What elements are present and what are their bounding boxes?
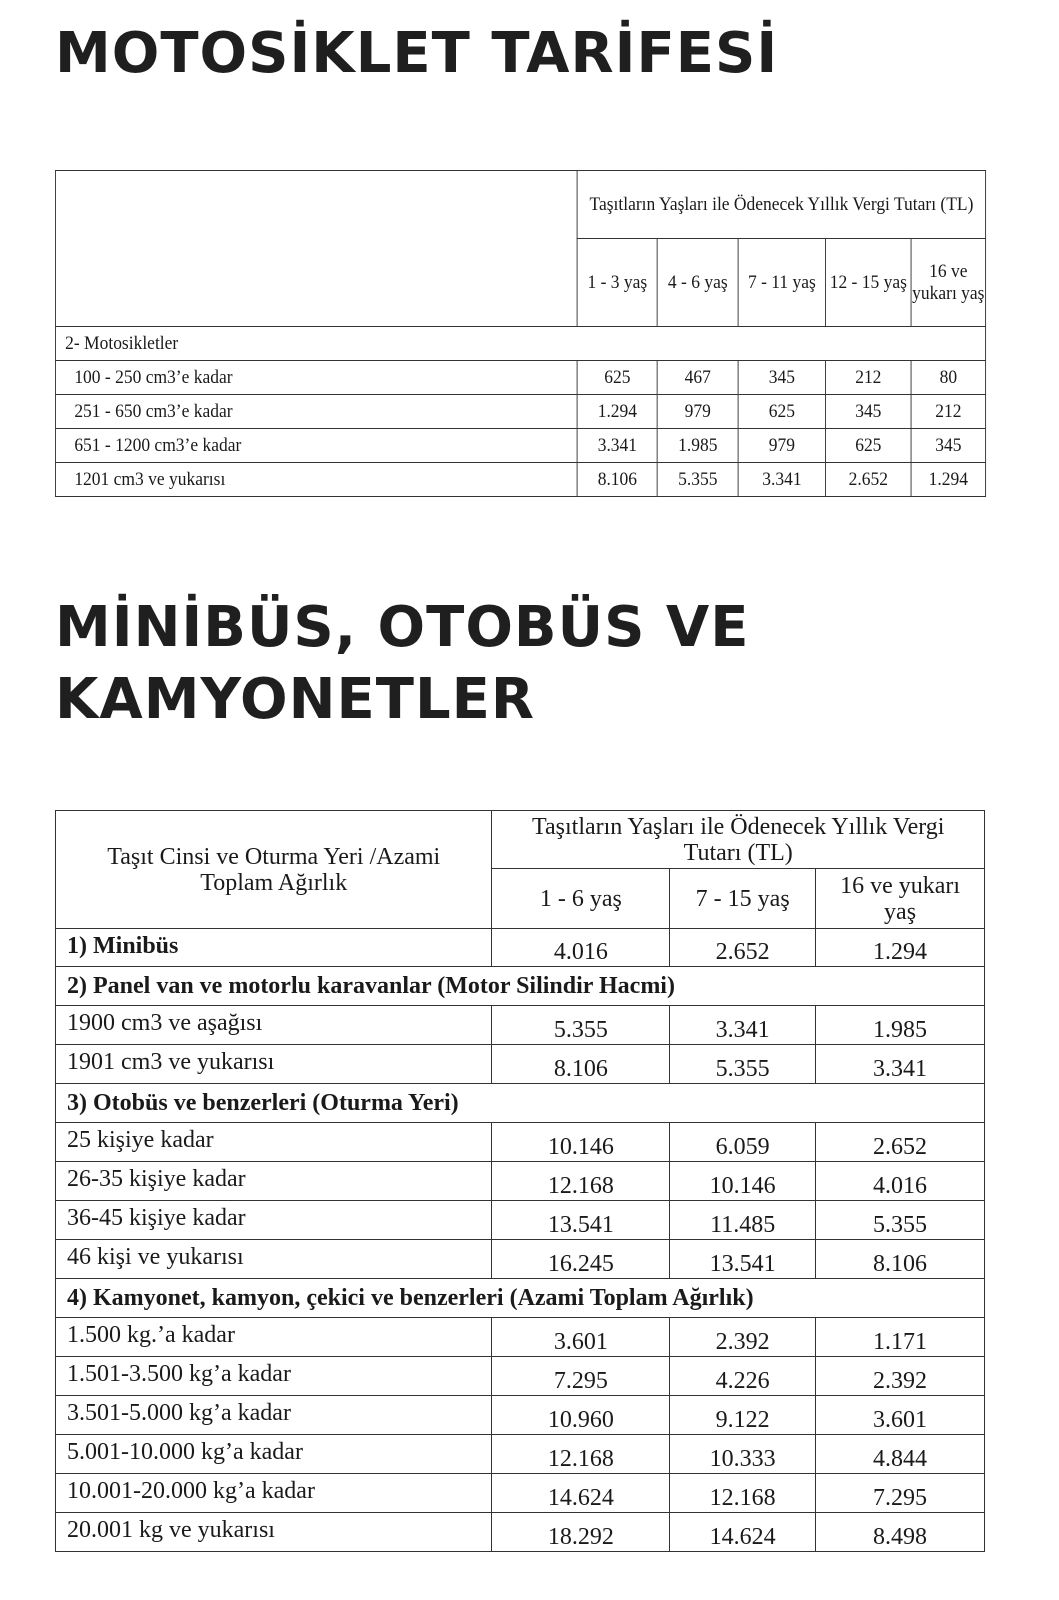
table-row <box>56 1357 985 1396</box>
column-header: 7 - 11 yaş <box>738 239 825 327</box>
table-row <box>56 1162 985 1201</box>
empty-corner-cell <box>55 171 577 327</box>
table-row <box>55 361 985 395</box>
value-cell: 13.541 <box>492 1201 670 1240</box>
column-header: 1 - 3 yaş <box>577 239 657 327</box>
value-cell: 979 <box>657 395 738 429</box>
value-cell: 3.601 <box>492 1318 670 1357</box>
row-label: 10.001-20.000 kg’a kadar <box>56 1474 492 1513</box>
row-label: 46 kişi ve yukarısı <box>56 1240 492 1279</box>
value-cell: 12.168 <box>492 1162 670 1201</box>
column-header: 1 - 6 yaş <box>492 869 670 929</box>
value-cell: 5.355 <box>492 1006 670 1045</box>
value-cell: 212 <box>826 361 911 395</box>
row-label: 1201 cm3 ve yukarısı <box>55 463 577 497</box>
value-cell: 14.624 <box>670 1513 816 1552</box>
row-label: 651 - 1200 cm3’e kadar <box>55 429 577 463</box>
value-cell: 9.122 <box>670 1396 816 1435</box>
value-cell: 8.106 <box>492 1045 670 1084</box>
value-cell: 4.844 <box>816 1435 985 1474</box>
group-title: 4) Kamyonet, kamyon, çekici ve benzerleri (Azami Toplam Ağırlık) <box>56 1279 985 1318</box>
section-title-motosiklet: MOTOSİKLET TARİFESİ <box>55 21 779 86</box>
row-label: 3.501-5.000 kg’a kadar <box>56 1396 492 1435</box>
value-cell: 4.016 <box>492 929 670 967</box>
group-row <box>56 1279 985 1318</box>
value-cell: 979 <box>738 429 825 463</box>
value-cell: 1.294 <box>577 395 657 429</box>
value-cell: 1.294 <box>816 929 985 967</box>
value-cell: 5.355 <box>657 463 738 497</box>
column-header: 16 ve yukarı yaş <box>816 869 985 929</box>
value-cell: 11.485 <box>670 1201 816 1240</box>
value-cell: 345 <box>911 429 986 463</box>
table-row <box>56 1435 985 1474</box>
table-row <box>55 395 985 429</box>
section-row: 2- Motosikletler <box>55 327 985 361</box>
value-cell: 14.624 <box>492 1474 670 1513</box>
value-cell: 3.341 <box>670 1006 816 1045</box>
corner-header: Taşıt Cinsi ve Oturma Yeri /Azami Toplam Ağırlık <box>56 811 492 929</box>
row-label: 5.001-10.000 kg’a kadar <box>56 1435 492 1474</box>
value-cell: 2.392 <box>816 1357 985 1396</box>
value-cell: 12.168 <box>670 1474 816 1513</box>
table-row <box>56 1123 985 1162</box>
column-header: 12 - 15 yaş <box>826 239 911 327</box>
table-row <box>56 1474 985 1513</box>
section-title-minibus: MİNİBÜS, OTOBÜS VE KAMYONETLER <box>55 595 750 732</box>
row-label: 1.500 kg.’a kadar <box>56 1318 492 1357</box>
value-cell: 80 <box>911 361 986 395</box>
value-cell: 12.168 <box>492 1435 670 1474</box>
value-cell: 3.601 <box>816 1396 985 1435</box>
table-row <box>55 463 985 497</box>
value-cell: 16.245 <box>492 1240 670 1279</box>
value-cell: 2.392 <box>670 1318 816 1357</box>
value-cell: 467 <box>657 361 738 395</box>
column-header: 7 - 15 yaş <box>670 869 816 929</box>
table-row <box>56 1318 985 1357</box>
table-row <box>56 1513 985 1552</box>
table-row <box>56 1396 985 1435</box>
group-row <box>56 1084 985 1123</box>
header-group: Taşıtların Yaşları ile Ödenecek Yıllık Vergi Tutarı (TL) <box>492 811 985 869</box>
value-cell: 10.333 <box>670 1435 816 1474</box>
value-cell: 1.985 <box>657 429 738 463</box>
value-cell: 13.541 <box>670 1240 816 1279</box>
value-cell: 7.295 <box>492 1357 670 1396</box>
value-cell: 3.341 <box>577 429 657 463</box>
row-label: 20.001 kg ve yukarısı <box>56 1513 492 1552</box>
row-label: 251 - 650 cm3’e kadar <box>55 395 577 429</box>
table-row <box>56 1201 985 1240</box>
table-row <box>56 1045 985 1084</box>
group-title: 2) Panel van ve motorlu karavanlar (Motor Silindir Hacmi) <box>56 967 985 1006</box>
value-cell: 7.295 <box>816 1474 985 1513</box>
minibus-tax-table <box>55 810 985 1552</box>
value-cell: 625 <box>826 429 911 463</box>
column-header: 4 - 6 yaş <box>657 239 738 327</box>
value-cell: 10.146 <box>670 1162 816 1201</box>
value-cell: 4.226 <box>670 1357 816 1396</box>
row-label: 1901 cm3 ve yukarısı <box>56 1045 492 1084</box>
value-cell: 2.652 <box>826 463 911 497</box>
value-cell: 6.059 <box>670 1123 816 1162</box>
row-label: 1900 cm3 ve aşağısı <box>56 1006 492 1045</box>
value-cell: 10.960 <box>492 1396 670 1435</box>
value-cell: 345 <box>826 395 911 429</box>
table-row <box>56 1240 985 1279</box>
value-cell: 8.106 <box>577 463 657 497</box>
value-cell: 2.652 <box>816 1123 985 1162</box>
table-row <box>55 429 985 463</box>
value-cell: 10.146 <box>492 1123 670 1162</box>
table-row <box>56 1006 985 1045</box>
value-cell: 5.355 <box>816 1201 985 1240</box>
value-cell: 2.652 <box>670 929 816 967</box>
row-label: 100 - 250 cm3’e kadar <box>55 361 577 395</box>
row-label: 36-45 kişiye kadar <box>56 1201 492 1240</box>
row-label: 1) Minibüs <box>56 929 492 967</box>
value-cell: 345 <box>738 361 825 395</box>
value-cell: 1.171 <box>816 1318 985 1357</box>
motosiklet-tax-table <box>55 170 986 497</box>
header-group: Taşıtların Yaşları ile Ödenecek Yıllık Vergi Tutarı (TL) <box>577 171 985 239</box>
row-label: 1.501-3.500 kg’a kadar <box>56 1357 492 1396</box>
value-cell: 8.106 <box>816 1240 985 1279</box>
value-cell: 4.016 <box>816 1162 985 1201</box>
value-cell: 212 <box>911 395 986 429</box>
value-cell: 3.341 <box>738 463 825 497</box>
value-cell: 1.294 <box>911 463 986 497</box>
value-cell: 5.355 <box>670 1045 816 1084</box>
value-cell: 18.292 <box>492 1513 670 1552</box>
row-label: 26-35 kişiye kadar <box>56 1162 492 1201</box>
column-header: 16 ve yukarı yaş <box>911 239 986 327</box>
group-title: 3) Otobüs ve benzerleri (Oturma Yeri) <box>56 1084 985 1123</box>
value-cell: 3.341 <box>816 1045 985 1084</box>
value-cell: 8.498 <box>816 1513 985 1552</box>
value-cell: 1.985 <box>816 1006 985 1045</box>
row-label: 25 kişiye kadar <box>56 1123 492 1162</box>
value-cell: 625 <box>738 395 825 429</box>
group-row <box>56 967 985 1006</box>
value-cell: 625 <box>577 361 657 395</box>
